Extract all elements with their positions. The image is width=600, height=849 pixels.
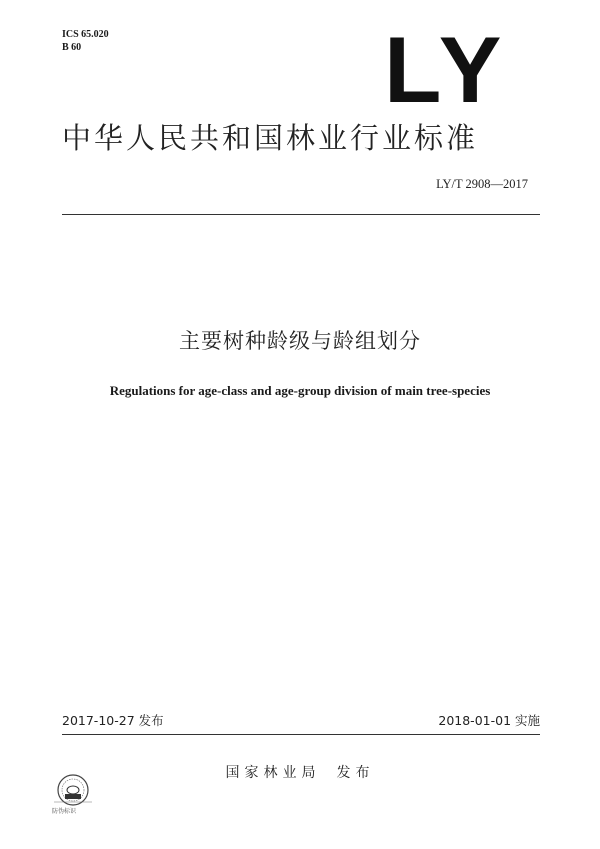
header-divider <box>62 214 540 215</box>
issuing-organization: 国家林业局 <box>225 765 321 781</box>
seal-caption: 防伪标识 <box>52 808 77 815</box>
document-title-chinese: 主要树种龄级与龄组划分 <box>179 329 421 353</box>
standard-category-title: 中华人民共和国林业行业标准 <box>62 121 479 155</box>
ccs-code: B 60 <box>62 42 82 53</box>
issue-verb: 发布 <box>336 765 375 781</box>
publish-date: 2017-10-27 发布 <box>62 713 164 728</box>
ly-logo: LY <box>384 17 508 122</box>
anti-counterfeit-seal-icon <box>42 768 104 830</box>
document-title-english: Regulations for age-class and age-group division of main tree-species <box>109 383 491 398</box>
ics-code: ICS 65.020 <box>62 29 109 40</box>
footer-divider <box>62 734 540 735</box>
implementation-date: 2018-01-01 实施 <box>438 713 540 728</box>
standard-number: LY/T 2908—2017 <box>436 177 528 191</box>
